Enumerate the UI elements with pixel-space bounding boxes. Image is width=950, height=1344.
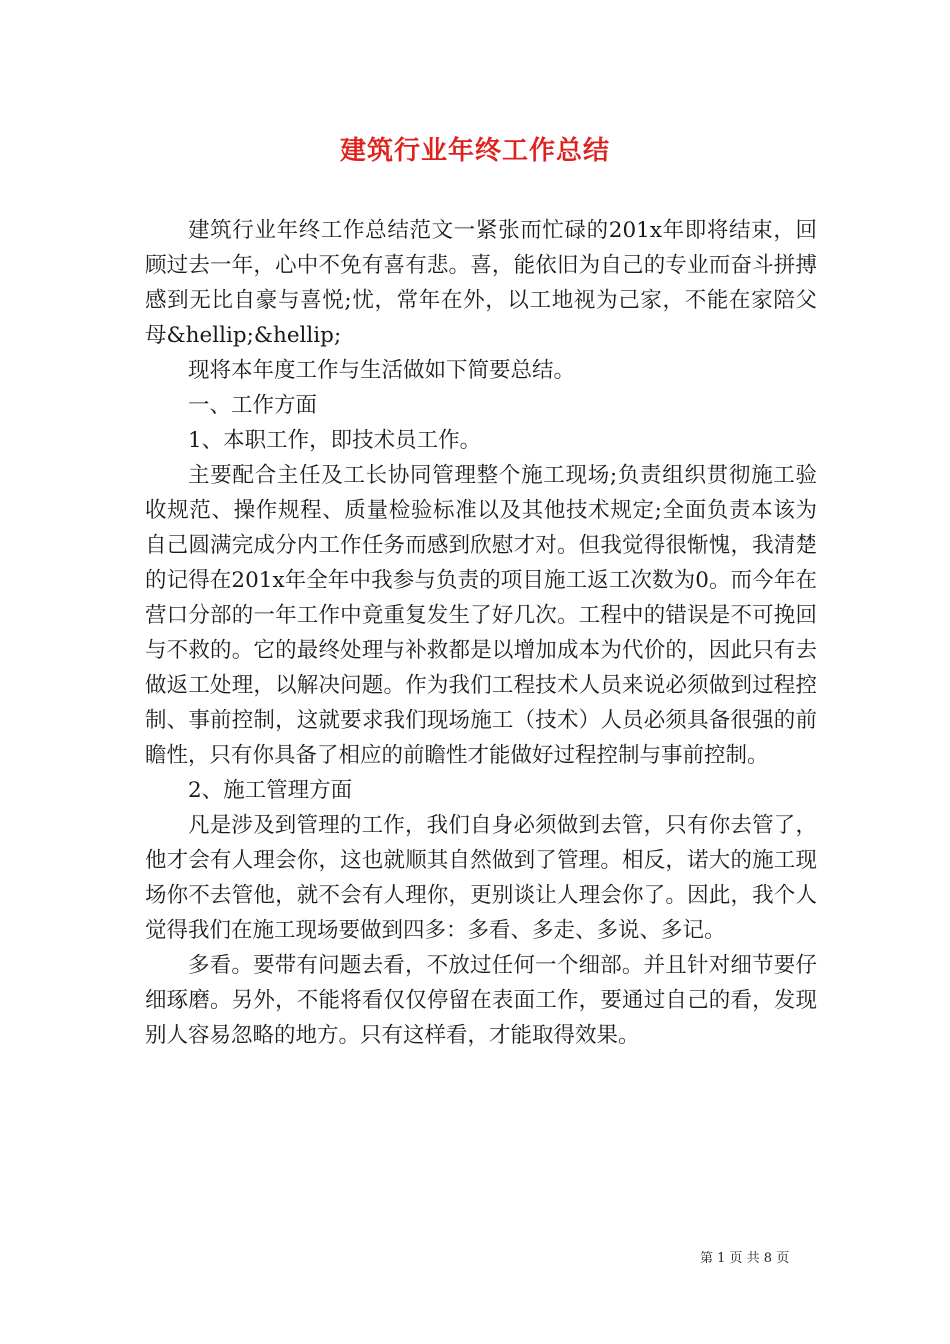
paragraph-management: 凡是涉及到管理的工作，我们自身必须做到去管，只有你去管了，他才会有人理会你，这也就顺其自然做到了管理。相反，诺大的施工现场你不去管他，就不会有人理你，更别谈让人理会你了。因此，我个人觉得我们在施工现场要做到四多：多看、多走、多说、多记。: [145, 813, 817, 943]
page-indicator: 第 1 页 共 8 页: [700, 1251, 790, 1266]
document-title: 建筑行业年终工作总结: [339, 136, 610, 166]
document-body: [145, 213, 817, 1053]
paragraph-look-more: 多看。要带有问题去看，不放过任何一个细部。并且针对细节要仔细琢磨。另外，不能将看仅仅停留在表面工作，要通过自己的看，发现别人容易忽略的地方。只有这样看，才能取得效果。: [145, 953, 817, 1048]
paragraph-summary-lead: 现将本年度工作与生活做如下简要总结。: [188, 358, 576, 383]
section-heading-work: 一、工作方面: [188, 393, 318, 418]
subsection-heading-management: 2、施工管理方面: [188, 778, 353, 803]
paragraph-duty: 主要配合主任及工长协同管理整个施工现场;负责组织贯彻施工验收规范、操作规程、质量检验标准以及其他技术规定;全面负责本该为自己圆满完成分内工作任务而感到欣慰才对。但我觉得很惭愧，我清楚的记得在201x年全年中我参与负责的项目施工返工次数为0。而今年在营口分部的一年工作中竟重复发生了好几次。工程中的错误是不可挽回与不救的。它的最终处理与补救都是以增加成本为代价的，因此只有去做返工处理，以解决问题。作为我们工程技术人员来说必须做到过程控制、事前控制，这就要求我们现场施工（技术）人员必须具备很强的前瞻性，只有你具备了相应的前瞻性才能做好过程控制与事前控制。: [145, 463, 817, 768]
paragraph-intro: 建筑行业年终工作总结范文一紧张而忙碌的201x年即将结束，回顾过去一年，心中不免有喜有悲。喜，能依旧为自己的专业而奋斗拼搏感到无比自豪与喜悦;忧，常年在外，以工地视为己家，不能在家陪父母&hellip;&hellip;: [145, 218, 817, 348]
subsection-heading-duty: 1、本职工作，即技术员工作。: [188, 428, 482, 453]
